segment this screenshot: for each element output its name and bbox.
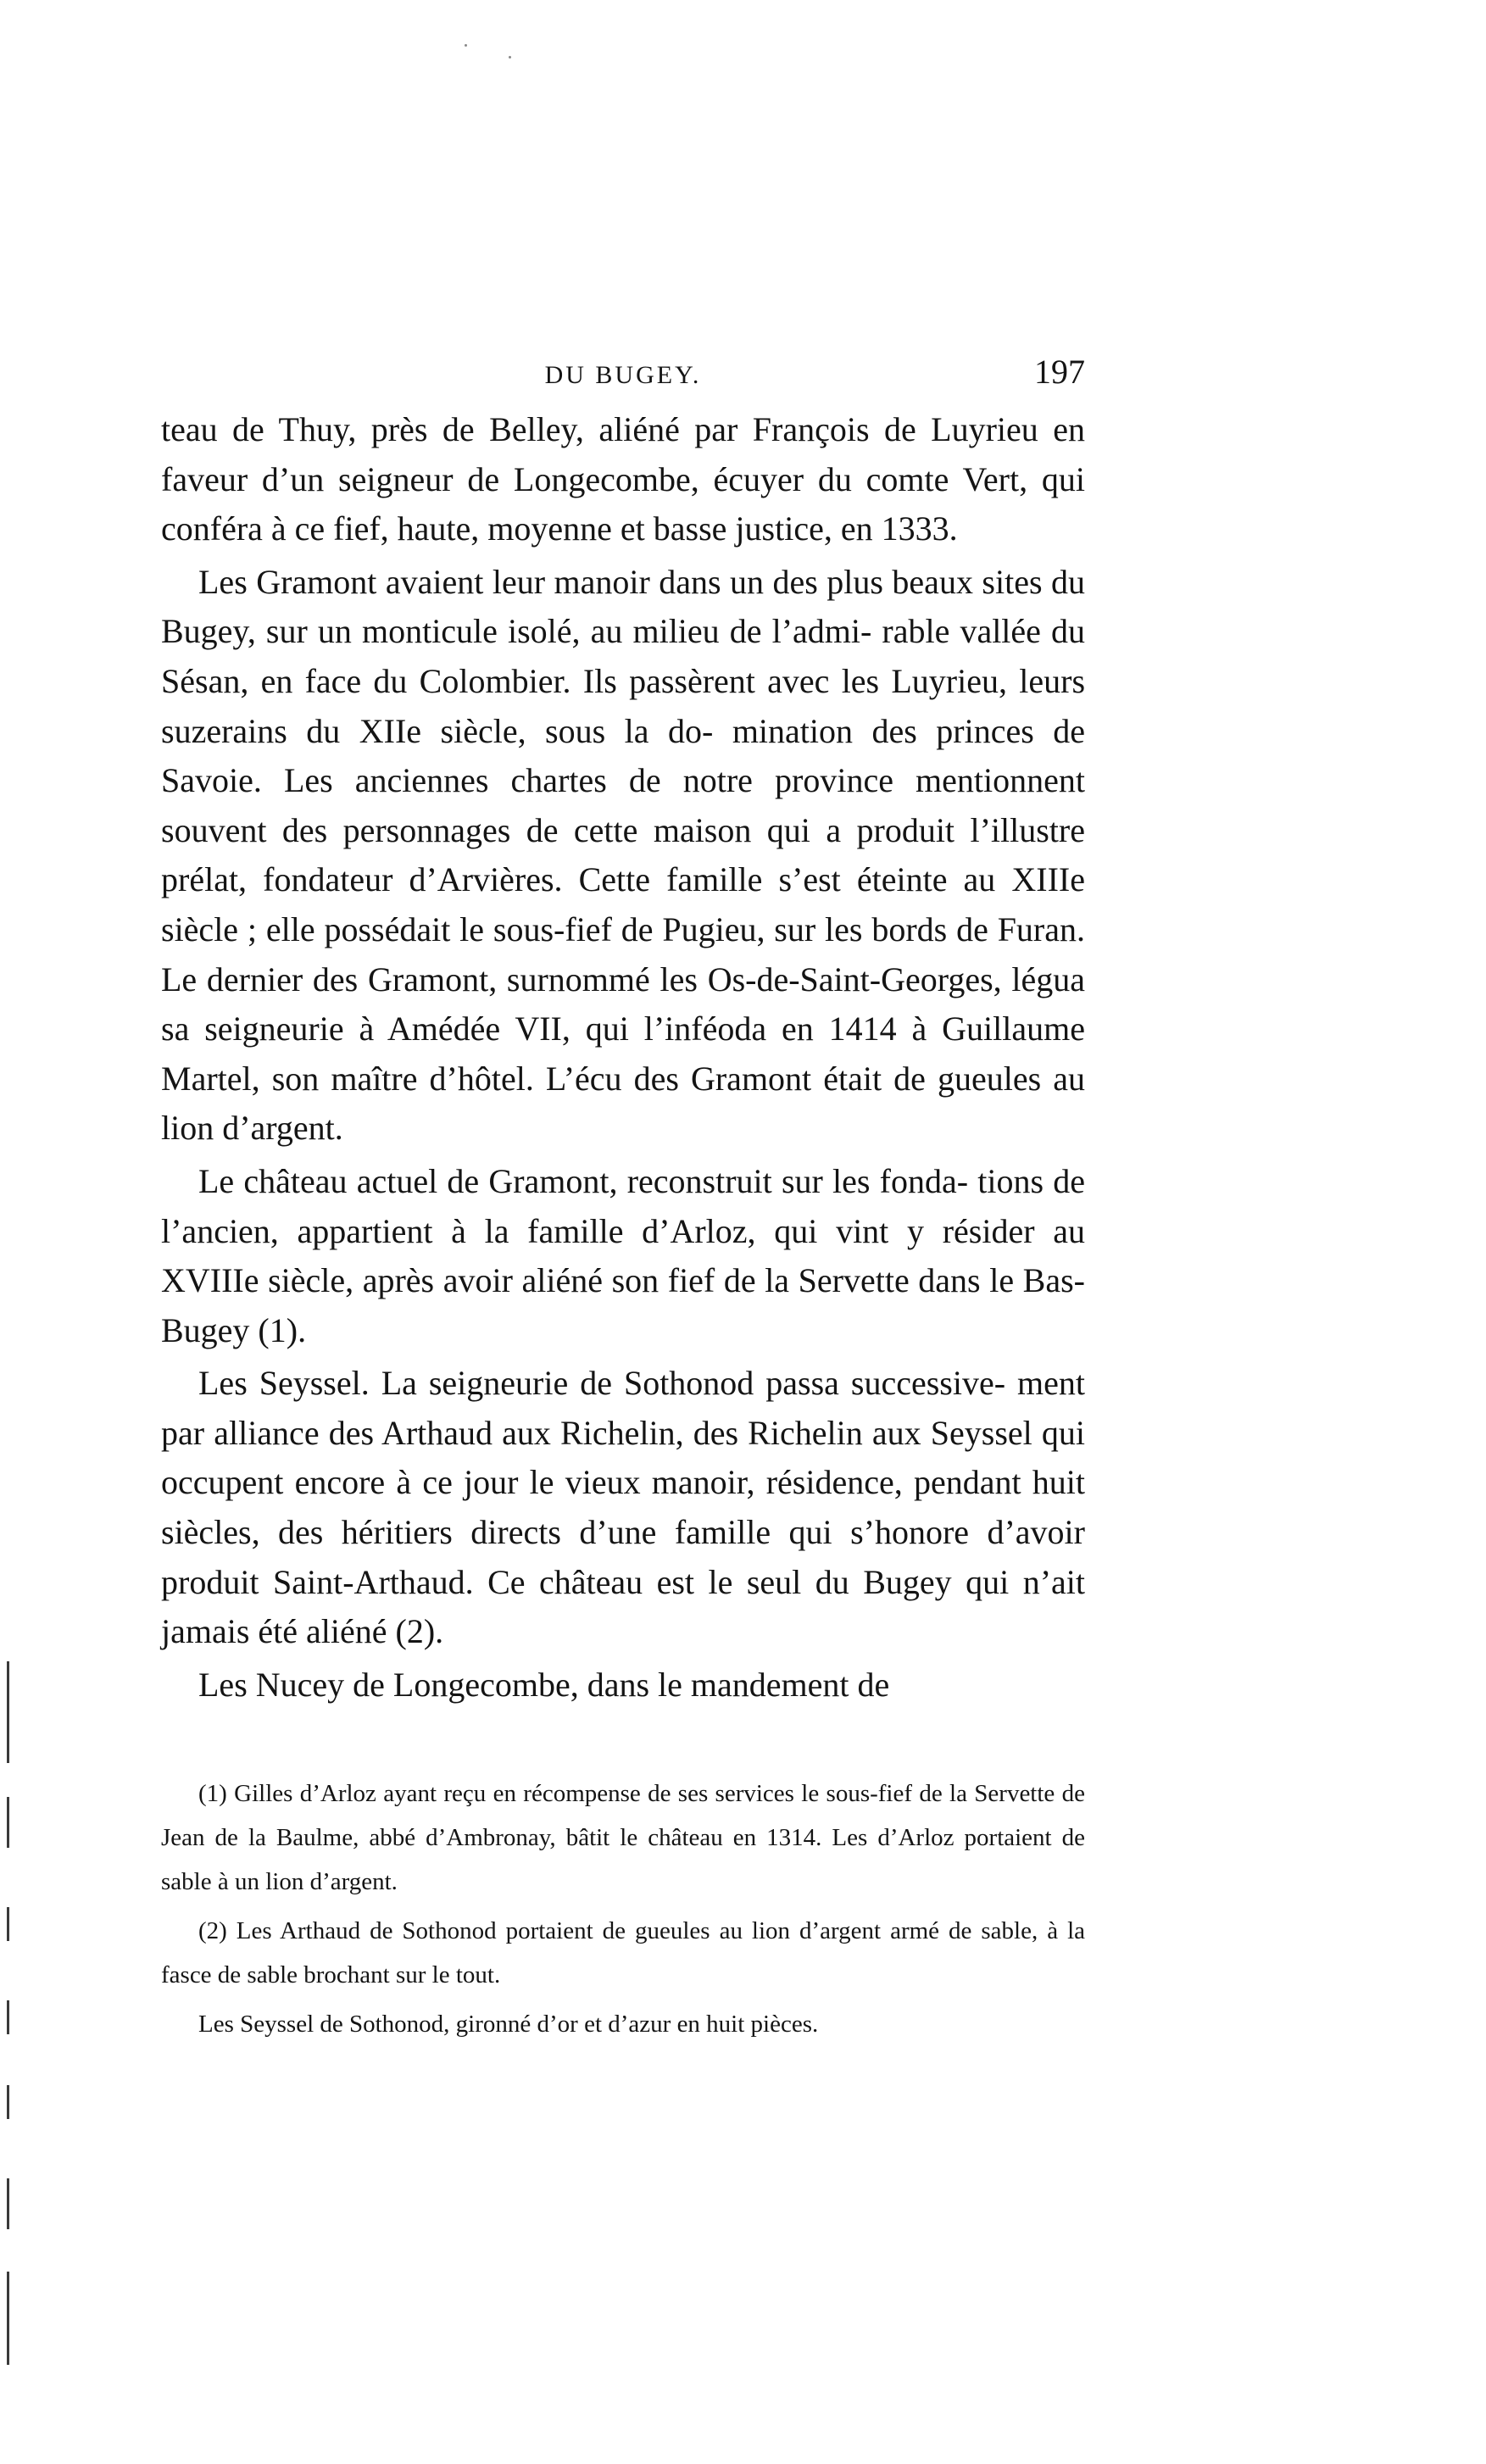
text-line: Le château actuel de Gramont, reconstruit sur les fonda- [198,1161,969,1200]
paper-speck [509,56,511,58]
text-line: sous-fief de Pugieu, sur les bords de Furan. Le dernier des [161,909,1086,998]
text-line: notre province mentionnent souvent des personnages de cette [161,761,1086,849]
text-line: rable vallée du Sésan, en face du Colombier. Ils passèrent [161,612,1086,700]
paragraph [161,1660,1085,1710]
footnote: Les Seyssel de Sothonod, gironné d’or et d’azur en huit pièces. [198,2011,819,2038]
footnotes [161,1772,1085,2051]
text-line: Les Nucey de Longecombe, dans le mandement de [198,1665,890,1704]
text-line: famille qui s’honore d’avoir produit Saint-Arthaud. Ce [161,1513,1085,1601]
paragraph [161,1157,1085,1355]
text-line: Martel, son maître d’hôtel. L’écu des Gramont était de gueules [161,1059,1042,1098]
running-title: DU BUGEY. [544,361,702,389]
main-text [161,405,1085,1713]
text-line: résidence, pendant huit siècles, des héritiers directs d’une [161,1463,1085,1552]
text-line: Les Gramont avaient leur manoir dans un des plus beaux [198,562,973,601]
text-line: aux Seyssel qui occupent encore à ce jour le vieux manoir, [161,1413,1086,1502]
running-head [161,354,1085,397]
text-line: château est le seul du Bugey qui n’ait jamais été aliéné (2). [161,1562,1085,1651]
text-line: sites du Bugey, sur un monticule isolé, au milieu de l’admi- [161,562,1086,651]
text-line: avec les Luyrieu, leurs suzerains du XIIe siècle, sous la do- [161,661,1086,750]
text-line: Servette dans le Bas-Bugey (1). [161,1261,1085,1349]
paragraph [161,405,1085,554]
binding-mark [7,2085,9,2119]
text-line: seigneurie à Amédée VII, qui l’inféoda en 1414 à Guillaume [204,1010,1085,1048]
text-line: Cette famille s’est éteinte au XIIIe siècle ; elle possédait le [161,860,1085,948]
binding-mark [7,2178,9,2229]
text-line: en faveur d’un seigneur de Longecombe, écuyer du comte [161,410,1086,498]
footnote: (1) Gilles d’Arloz ayant reçu en récompense de ses services le sous-fief de la Servette de Jean de la Baulme, abbé d’Ambronay, bâtit le château en 1314. Les d’Arloz portaient de sable à un lion d’argent. [161,1780,1085,1895]
text-line: y résider au XVIIIe siècle, après avoir aliéné son fief de la [161,1211,1085,1300]
page-number: 197 [1034,353,1085,391]
text-line: mination des princes de Savoie. Les anciennes chartes de [161,711,1086,800]
binding-mark [7,1797,9,1848]
text-line: ment par alliance des Arthaud aux Richelin, des Richelin [161,1364,1086,1452]
binding-mark [7,1661,9,1763]
paragraph [161,1359,1085,1657]
binding-edge-marks [7,1661,10,2424]
text-line: Gramont, surnommé les Os-de-Saint-Georges, légua sa [161,959,1086,1048]
text-line: au lion d’argent. [161,1059,1086,1148]
text-line: Vert, qui conféra à ce fief, haute, moyenne et basse justice, [161,459,1085,548]
binding-mark [7,1907,9,1941]
paragraph [161,558,1085,1154]
binding-mark [7,2000,9,2034]
paper-speck [465,44,467,47]
footnote: (2) Les Arthaud de Sothonod portaient de gueules au lion d’argent armé de sable, à la fasce de sable brochant sur le tout. [161,1917,1085,1988]
text-line: Les Seyssel. La seigneurie de Sothonod passa successive- [198,1364,1006,1403]
text-line: en 1333. [840,509,958,548]
text-line: teau de Thuy, près de Belley, aliéné par François de Luyrieu [161,410,1038,448]
text-line: tions de l’ancien, appartient à la famille d’Arloz, qui vint [161,1161,1086,1250]
binding-mark [7,2272,9,2365]
text-line: maison qui a produit l’illustre prélat, fondateur d’Arvières. [161,810,1085,899]
